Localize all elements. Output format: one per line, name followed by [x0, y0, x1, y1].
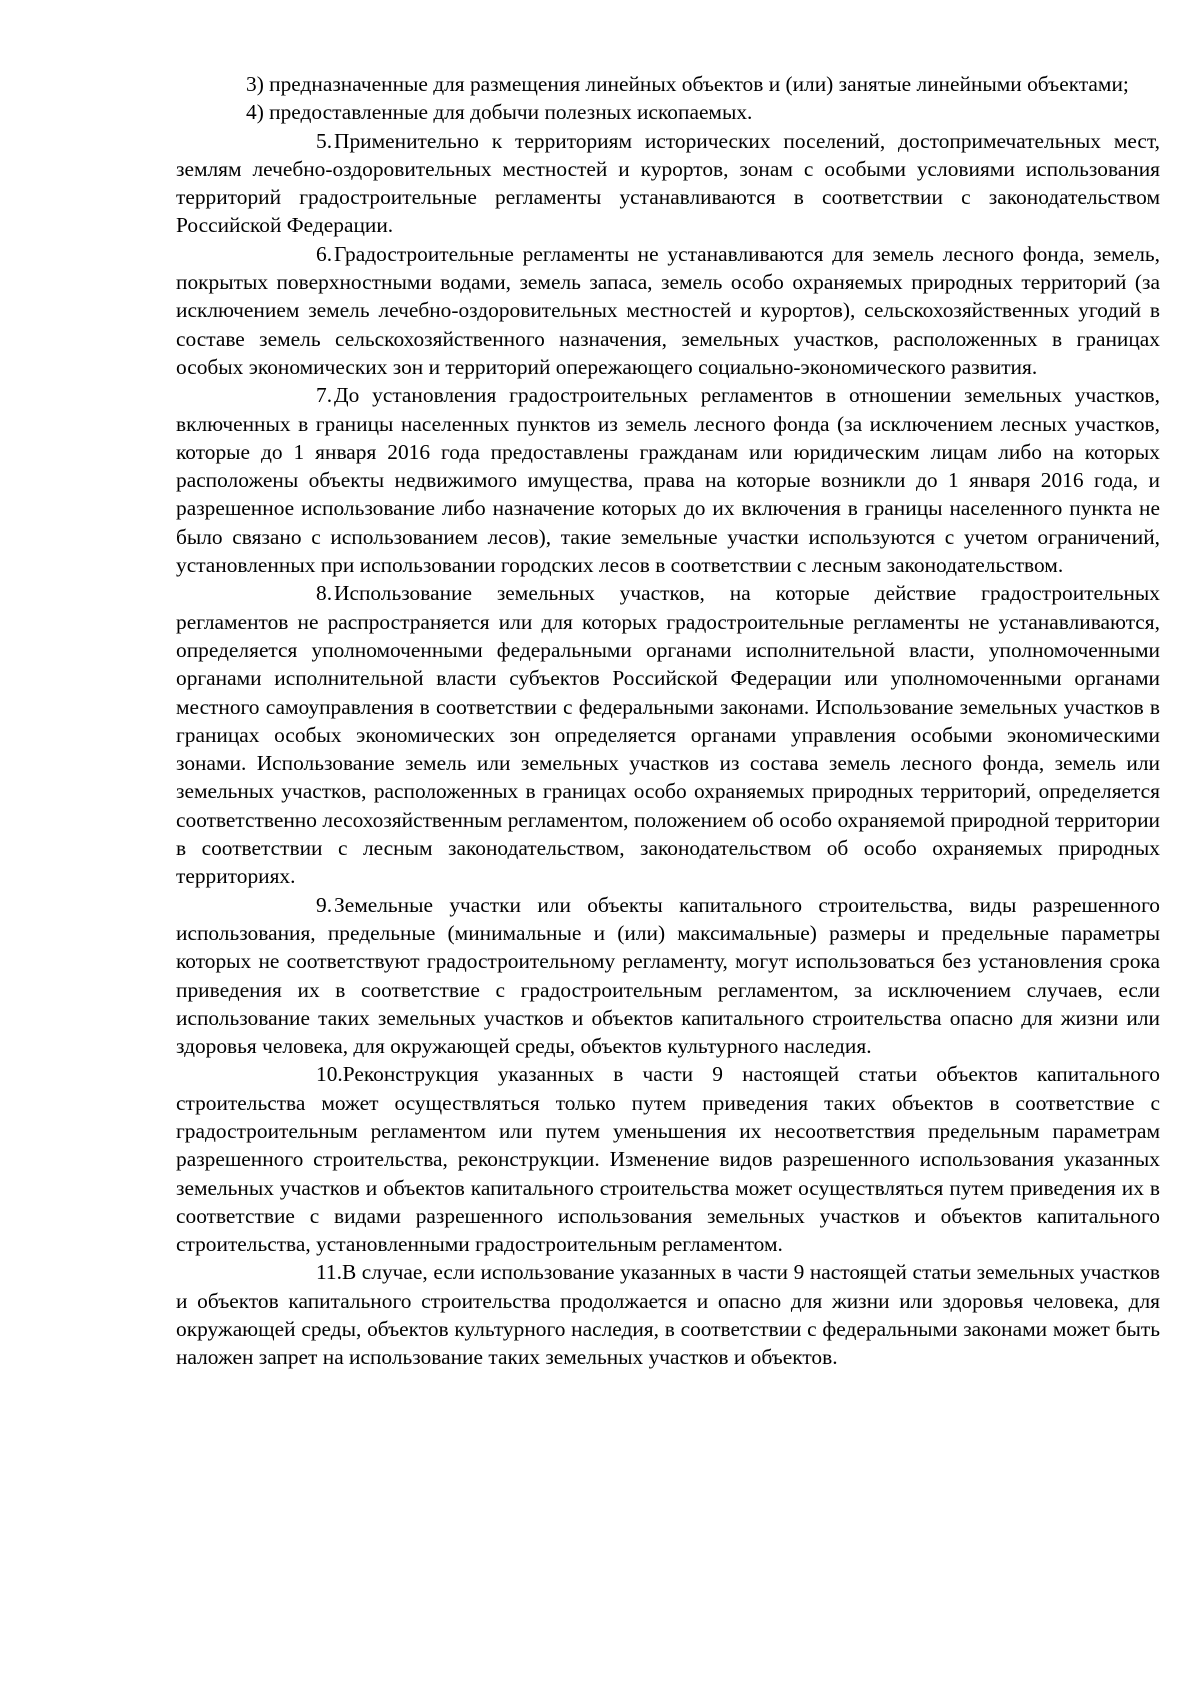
paragraph-number: 5. [316, 128, 333, 153]
paragraph-5 [176, 127, 1160, 240]
paragraph-number: 8. [316, 581, 333, 606]
paragraph-11 [176, 1258, 1160, 1371]
paragraph-text: Земельные участки или объекты капитального строительства, виды разрешенного использования, предельные (минимальные и (или) максимальные) размеры и предельные параметры которых не соответствуют градостроительному регламенту, могут использоваться без установления срока приведения их в соответствие с градостроительным регламентом, за исключением случаев, если использование таких земельных участков и объектов капитального строительства опасно для жизни или здоровья человека, для окружающей среды, объектов культурного наследия. [176, 892, 1160, 1059]
paragraph-number: 11. [316, 1260, 342, 1285]
paragraph-text: 4) предоставленные для добычи полезных ископаемых. [246, 100, 753, 125]
paragraph-text: 3) предназначенные для размещения линейных объектов и (или) занятые линейными объектами; [246, 72, 1129, 96]
paragraph-item-3 [176, 70, 1160, 98]
paragraph-text: Применительно к территориям исторических поселений, достопримечательных мест, землям лечебно-оздоровительных местностей и курортов, зонам с особыми условиями использования территорий градостроительные регламенты устанавливаются в соответствии с законодательством Российской Федерации. [176, 128, 1160, 238]
paragraph-text: Использование земельных участков, на которые действие градостроительных регламентов не распространяется или для которых градостроительные регламенты не устанавливаются, определяется уполномоченными федеральными органами исполнительной власти, уполномоченными органами исполнительной власти субъектов Российской Федерации или уполномоченными органами местного самоуправления в соответствии с федеральными законами. Использование земельных участков в границах особых экономических зон определяется органами управления особыми экономическими зонами. Использование земель или земельных участков из состава земель лесного фонда, земель или земельных участков, расположенных в границах особо охраняемых природных территорий, определяется соответственно лесохозяйственным регламентом, положением об особо охраняемой природной территории в соответствии с лесным законодательством, законодательством об особо охраняемых природных территориях. [176, 581, 1160, 889]
paragraph-9 [176, 891, 1160, 1061]
paragraph-number: 9. [316, 892, 333, 917]
paragraph-number: 7. [316, 383, 333, 408]
paragraph-text: В случае, если использование указанных в части 9 настоящей статьи земельных участков и объектов капитального строительства продолжается и опасно для жизни или здоровья человека, для окружающей среды, объектов культурного наследия, в соответствии с федеральными законами может быть наложен запрет на использование таких земельных участков и объектов. [176, 1260, 1160, 1370]
paragraph-text: До установления градостроительных регламентов в отношении земельных участков, включенных в границы населенных пунктов из земель лесного фонда (за исключением лесных участков, которые до 1 января 2016 года предоставлены гражданам или юридическим лицам либо на которых расположены объекты недвижимого имущества, права на которые возникли до 1 января 2016 года, и разрешенное использование либо назначение которых до их включения в границы населенного пункта не было связано с использованием лесов), такие земельные участки используются с учетом ограничений, установленных при использовании городских лесов в соответствии с лесным законодательством. [176, 383, 1160, 578]
paragraph-number: 6. [316, 241, 333, 266]
paragraph-7 [176, 381, 1160, 579]
paragraph-10 [176, 1060, 1160, 1258]
paragraph-text: Реконструкция указанных в части 9 настоящей статьи объектов капитального строительства может осуществляться только путем приведения таких объектов в соответствие с градостроительным регламентом или путем уменьшения их несоответствия предельным параметрам разрешенного строительства, реконструкции. Изменение видов разрешенного использования указанных земельных участков и объектов капитального строительства может осуществляться путем приведения их в соответствие с видами разрешенного использования земельных участков и объектов капитального строительства, установленными градостроительным регламентом. [176, 1062, 1160, 1257]
paragraph-number: 10. [316, 1062, 343, 1087]
paragraph-text: Градостроительные регламенты не устанавливаются для земель лесного фонда, земель, покрытых поверхностными водами, земель запаса, земель особо охраняемых природных территорий (за исключением земель лечебно-оздоровительных местностей и курортов), сельскохозяйственных угодий в составе земель сельскохозяйственного назначения, земельных участков, расположенных в границах особых экономических зон и территорий опережающего социально-экономического развития. [176, 241, 1160, 379]
paragraph-8 [176, 579, 1160, 890]
paragraph-item-4 [176, 98, 1160, 126]
document-page [176, 70, 1160, 1372]
paragraph-6 [176, 240, 1160, 381]
